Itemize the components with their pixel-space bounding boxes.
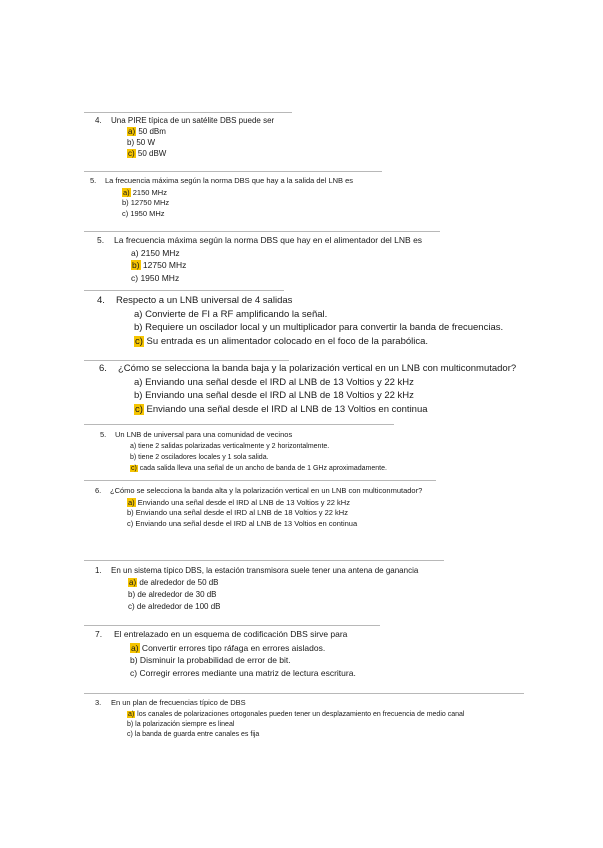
option-letter: b): [130, 655, 138, 665]
option-b: [134, 323, 503, 333]
option-b: [122, 199, 353, 207]
separator-rule: [84, 480, 436, 481]
option-b: [128, 591, 418, 599]
question-text: Una PIRE típica de un satélite DBS puede ser: [111, 116, 275, 125]
option-b: [127, 509, 422, 517]
option-letter: c): [127, 730, 133, 738]
option-b: [131, 261, 422, 270]
option-text: Requiere un oscilador local y un multiplicador para convertir la banda de frecuencias.: [142, 322, 504, 333]
option-c: [127, 150, 274, 158]
option-letter: c): [127, 518, 134, 528]
question-number: 6.: [95, 486, 102, 495]
option-letter: c): [135, 335, 143, 347]
option-c: [127, 520, 422, 528]
question-stem: [95, 117, 274, 125]
option-text: de alrededor de 50 dB: [137, 578, 219, 587]
option-a: [134, 378, 516, 388]
question-number: 5.: [90, 176, 97, 185]
option-text: Enviando una señal desde el IRD al LNB de 18 Voltios y 22 kHz: [142, 390, 414, 401]
question-text: En un plan de frecuencias típico de DBS: [111, 699, 246, 707]
option-text: 50 dBm: [136, 127, 166, 136]
separator-rule: [84, 231, 440, 232]
question-stem: [99, 364, 516, 374]
option-text: los canales de polarizaciones ortogonales pueden tener un desplazamiento en frecuencia de medio canal: [135, 710, 465, 718]
option-a: [128, 579, 418, 587]
question-text: ¿Cómo se selecciona la banda baja y la polarización vertical en un LNB con multiconmutador?: [118, 363, 517, 374]
option-c: [122, 210, 353, 218]
option-c: [134, 337, 503, 347]
option-text: Enviando una señal desde el IRD al LNB de 18 Voltios y 22 kHz: [133, 508, 348, 517]
option-b: [130, 454, 387, 461]
question-stem: [90, 177, 353, 185]
question-stem: [100, 431, 387, 439]
option-letter: a): [131, 247, 139, 258]
option-c: [130, 669, 356, 678]
question-block: [100, 431, 387, 472]
question-block: [97, 296, 503, 346]
option-text: 50 W: [134, 138, 156, 147]
option-letter: a): [134, 308, 143, 320]
option-letter: c): [128, 149, 135, 158]
option-letter: a): [128, 710, 135, 718]
option-c: [127, 731, 603, 738]
option-a: [122, 189, 353, 197]
option-letter: b): [134, 322, 143, 333]
separator-rule: [84, 560, 444, 561]
question-number: 7.: [95, 629, 103, 639]
option-letter: b): [132, 260, 140, 270]
question-text: El entrelazado en un esquema de codificación DBS sirve para: [114, 629, 348, 639]
option-text: 2150 MHz: [138, 247, 180, 258]
option-letter: b): [122, 198, 129, 207]
option-letter: a): [123, 187, 130, 197]
separator-rule: [84, 171, 382, 172]
option-text: cada salida lleva una señal de un ancho de banda de 1 GHz aproximadamente.: [137, 464, 387, 472]
option-text: Enviando una señal desde el IRD al LNB de 13 Voltios y 22 kHz: [135, 497, 350, 507]
option-a: [127, 711, 603, 718]
option-letter: b): [127, 138, 135, 147]
option-letter: a): [134, 376, 143, 388]
option-letter: c): [131, 464, 137, 472]
option-letter: c): [131, 272, 139, 283]
option-a: [127, 128, 274, 136]
question-block: [95, 487, 422, 527]
question-number: 6.: [99, 363, 107, 374]
question-text: La frecuencia máxima según la norma DBS que hay a la salida del LNB es: [105, 176, 354, 185]
option-a: [130, 443, 387, 450]
option-letter: a): [131, 642, 139, 653]
option-text: Su entrada es un alimentador colocado en el foco de la parabólica.: [143, 335, 429, 347]
question-block: [95, 567, 418, 611]
separator-rule: [84, 625, 380, 626]
option-text: de alrededor de 100 dB: [134, 602, 221, 611]
question-stem: [95, 567, 418, 575]
option-b: [127, 139, 274, 147]
option-text: tiene 2 salidas polarizadas verticalmente y 2 horizontalmente.: [136, 442, 330, 450]
option-text: de alrededor de 30 dB: [135, 590, 217, 599]
option-text: la banda de guarda entre canales es fija: [132, 730, 260, 738]
option-letter: a): [129, 578, 137, 587]
separator-rule: [84, 693, 524, 694]
question-block: [90, 177, 353, 217]
option-text: Disminuir la probabilidad de error de bit.: [137, 655, 291, 665]
question-stem: [97, 296, 503, 306]
separator-rule: [84, 112, 292, 113]
question-text: ¿Cómo se selecciona la banda alta y la polarización vertical en un LNB con multiconmutador?: [110, 486, 423, 495]
option-c: [131, 274, 422, 283]
separator-rule: [84, 424, 394, 425]
option-letter: a): [128, 127, 136, 136]
option-c: [134, 405, 516, 415]
option-text: 1950 MHz: [138, 272, 180, 283]
question-text: En un sistema típico DBS, la estación transmisora suele tener una antena de ganancia: [111, 566, 419, 575]
option-b: [130, 656, 356, 665]
option-letter: b): [127, 508, 134, 517]
question-stem: [95, 487, 422, 495]
question-block: [95, 630, 356, 677]
question-stem: [95, 699, 603, 707]
question-text: Respecto a un LNB universal de 4 salidas: [116, 295, 293, 306]
option-c: [128, 603, 418, 611]
question-number: 3.: [95, 699, 102, 707]
option-text: 1950 MHz: [128, 208, 165, 218]
option-text: 12750 MHz: [128, 198, 170, 207]
option-letter: c): [128, 602, 135, 611]
question-number: 5.: [100, 430, 107, 439]
question-block: [97, 236, 422, 282]
option-text: 50 dBW: [135, 149, 167, 158]
option-letter: b): [134, 390, 143, 401]
option-text: Convertir errores tipo ráfaga en errores aislados.: [139, 642, 326, 653]
option-letter: a): [128, 497, 135, 507]
option-letter: b): [128, 590, 136, 599]
question-block: [95, 699, 603, 744]
option-text: Corregir errores mediante una matriz de lectura escritura.: [137, 667, 356, 678]
option-text: Enviando una señal desde el IRD al LNB de 13 Voltios en continua: [133, 518, 358, 528]
option-letter: a): [130, 442, 137, 450]
option-a: [127, 499, 422, 507]
option-text: la polarización siempre es lineal: [133, 720, 235, 728]
option-text: Convierte de FI a RF amplificando la señal.: [142, 308, 328, 320]
option-letter: b): [127, 720, 134, 728]
question-text: La frecuencia máxima según la norma DBS que hay en el alimentador del LNB es: [114, 235, 423, 245]
option-text: Enviando una señal desde el IRD al LNB de 13 Voltios en continua: [143, 403, 428, 415]
option-text: tiene 2 osciladores locales y 1 sola salida.: [136, 453, 269, 461]
option-letter: b): [130, 453, 137, 461]
option-letter: c): [135, 403, 143, 415]
question-block: [95, 117, 274, 158]
option-letter: c): [130, 667, 138, 678]
option-a: [134, 310, 503, 320]
separator-rule: [84, 290, 284, 291]
question-number: 1.: [95, 566, 102, 575]
question-text: Un LNB de universal para una comunidad de vecinos: [115, 430, 293, 439]
option-text: 2150 MHz: [130, 187, 167, 197]
question-number: 4.: [97, 295, 105, 306]
option-a: [131, 249, 422, 258]
separator-rule: [84, 360, 289, 361]
option-c: [130, 465, 387, 472]
option-text: Enviando una señal desde el IRD al LNB de 13 Voltios y 22 kHz: [142, 376, 414, 388]
question-block: [99, 364, 516, 414]
option-b: [127, 721, 603, 728]
option-a: [130, 644, 356, 653]
question-number: 5.: [97, 235, 105, 245]
option-text: 12750 MHz: [140, 260, 187, 270]
option-b: [134, 391, 516, 401]
question-stem: [95, 630, 356, 639]
question-stem: [97, 236, 422, 245]
option-letter: c): [122, 208, 129, 218]
question-number: 4.: [95, 116, 102, 125]
